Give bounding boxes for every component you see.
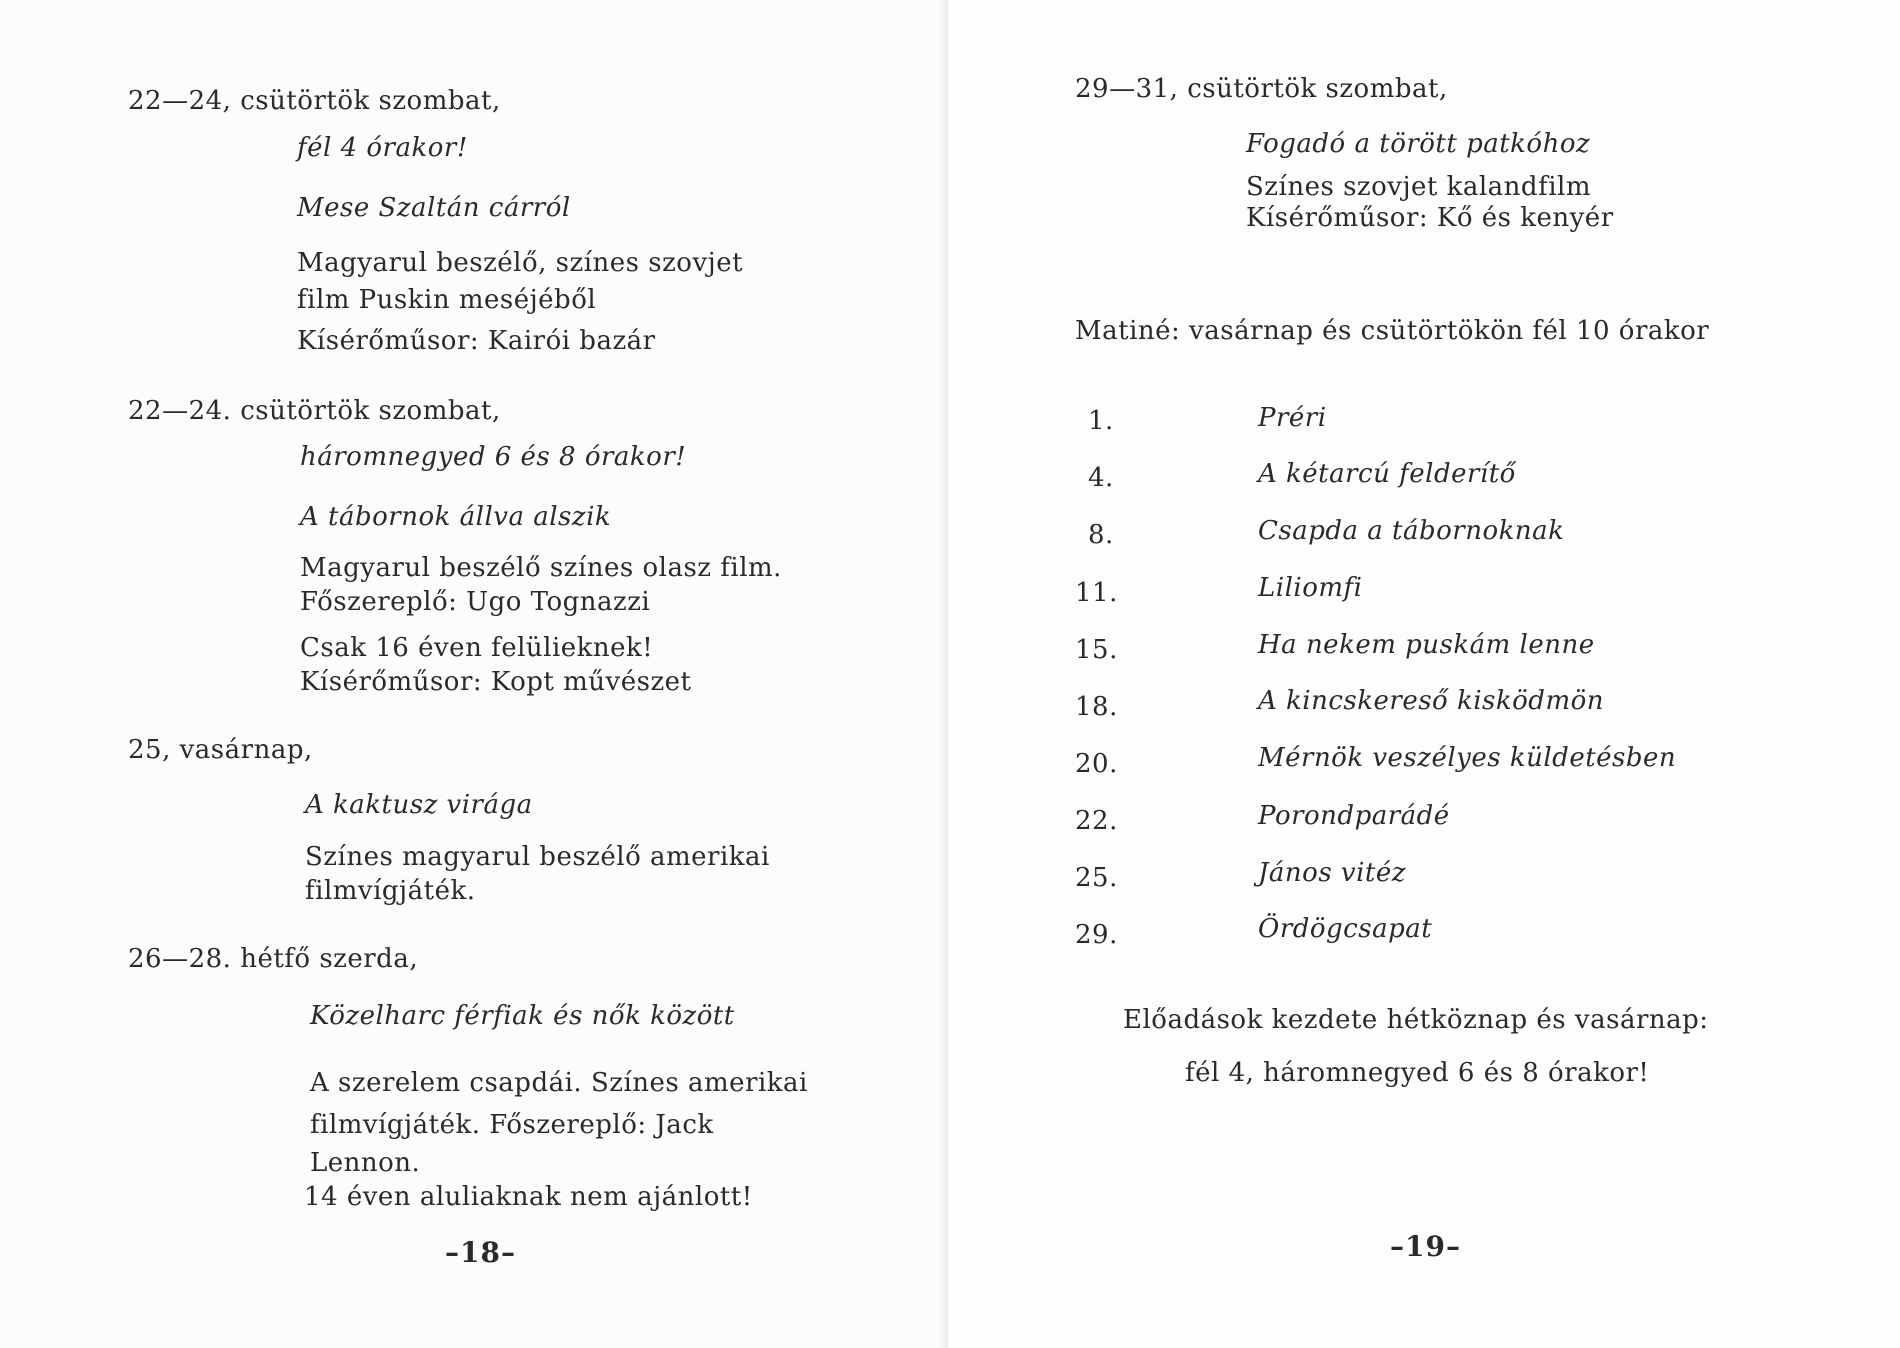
age-restriction: Csak 16 éven felülieknek! [300,633,654,663]
matine-day: 8. [1088,520,1114,550]
film-title: A tábornok állva alszik [300,502,612,532]
showing-date: 26—28. hétfő szerda, [128,944,419,974]
supporting-program: Kísérőműsor: Kairói bazár [297,326,656,356]
matine-day: 4. [1088,463,1114,493]
showing-date: 22—24, csütörtök szombat, [128,86,501,116]
film-description-line: filmvígjáték. Főszereplő: Jack [310,1110,714,1140]
film-description-line: A szerelem csapdái. Színes amerikai [310,1068,808,1098]
matine-heading: Matiné: vasárnap és csütörtökön fél 10 órakor [1075,316,1710,346]
matine-title: A kétarcú felderítő [1258,459,1516,489]
matine-day: 1. [1088,406,1114,436]
film-description-line: film Puskin meséjéből [297,285,597,315]
lead-actor: Főszereplő: Ugo Tognazzi [300,587,651,617]
showing-date: 29—31, csütörtök szombat, [1075,74,1448,104]
matine-title: A kincskereső kisködmön [1258,686,1604,716]
page-number: –19– [1390,1230,1461,1263]
showtimes-info: Előadások kezdete hétköznap és vasárnap: [1123,1005,1709,1035]
matine-title: Liliomfi [1258,573,1363,603]
film-title: Mese Szaltán cárról [297,193,571,223]
matine-title: János vitéz [1258,858,1406,888]
page-number: –18– [445,1236,516,1269]
matine-title: Ha nekem puskám lenne [1258,630,1595,660]
film-description-line: Magyarul beszélő színes olasz film. [300,553,782,583]
showing-date: 22—24. csütörtök szombat, [128,396,501,426]
matine-title: Mérnök veszélyes küldetésben [1258,743,1677,773]
age-restriction: 14 éven aluliaknak nem ajánlott! [304,1182,753,1212]
film-description-line: filmvígjáték. [305,876,476,906]
showing-date: 25, vasárnap, [128,735,313,765]
matine-day: 25. [1075,863,1118,893]
film-description-line: Lennon. [310,1148,421,1178]
film-title: A kaktusz virága [305,790,533,820]
matine-day: 15. [1075,635,1118,665]
matine-title: Préri [1258,403,1327,433]
matine-title: Csapda a tábornoknak [1258,516,1565,546]
matine-title: Porondparádé [1258,801,1450,831]
matine-day: 20. [1075,749,1118,779]
matine-day: 29. [1075,920,1118,950]
showtimes-info: fél 4, háromnegyed 6 és 8 órakor! [1185,1058,1650,1088]
showing-time: háromnegyed 6 és 8 órakor! [300,442,687,472]
supporting-program: Kísérőműsor: Kopt művészet [300,667,692,697]
left-page [0,0,948,1348]
showing-time: fél 4 órakor! [297,133,468,163]
matine-day: 11. [1075,578,1118,608]
right-page [948,0,1900,1348]
matine-day: 18. [1075,692,1118,722]
film-title: Fogadó a törött patkóhoz [1246,129,1591,159]
film-description-line: Színes magyarul beszélő amerikai [305,842,770,872]
film-title: Közelharc férfiak és nők között [310,1001,735,1031]
film-description-line: Magyarul beszélő, színes szovjet [297,248,744,278]
matine-day: 22. [1075,806,1118,836]
matine-title: Ördögcsapat [1258,914,1433,944]
film-description-line: Színes szovjet kalandfilm [1246,172,1591,202]
supporting-program: Kísérőműsor: Kő és kenyér [1246,203,1614,233]
